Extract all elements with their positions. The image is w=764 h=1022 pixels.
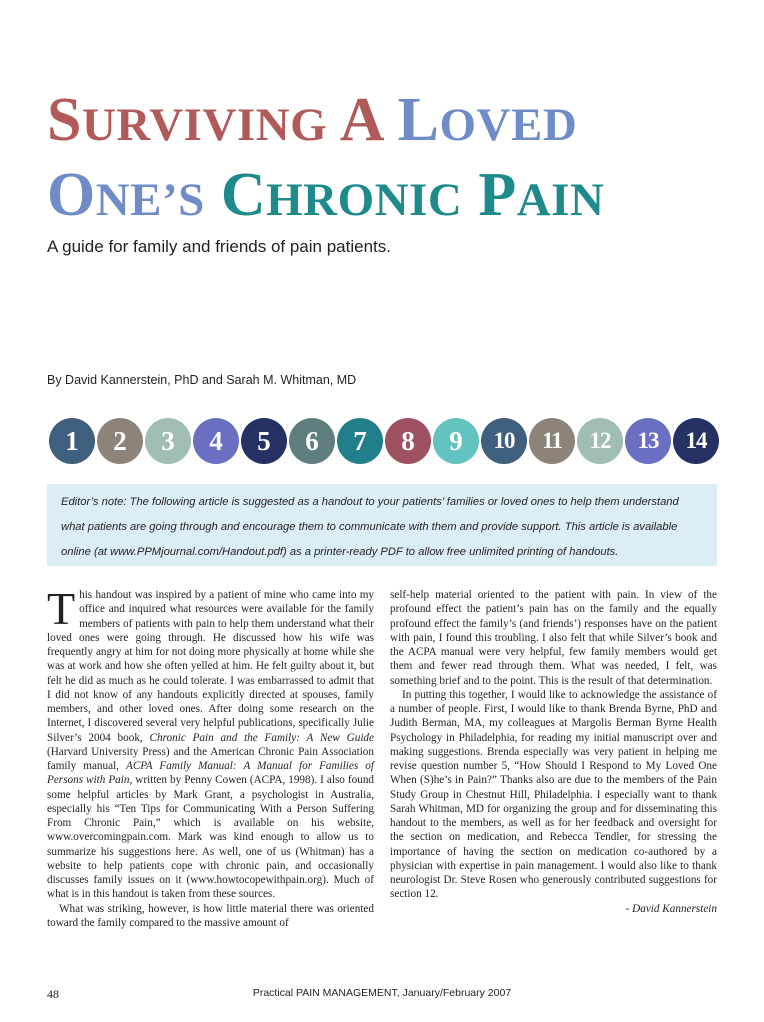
journal-citation: Practical PAIN MANAGEMENT, January/February 2007 — [252, 987, 512, 999]
article-subtitle: A guide for family and friends of pain patients. — [47, 237, 391, 256]
title-word: CHRONIC — [220, 161, 463, 229]
section-circle-10: 10 — [481, 418, 527, 464]
section-circle-5: 5 — [241, 418, 287, 464]
body-paragraph: In putting this together, I would like to acknowledge the assistance of a number of people. First, I would like to thank Brenda Byrne, PhD and Judith Berman, MA, my colleagues at Margolis Berman Byrne Health Psychology in Philadelphia, for reading my initial manuscript over and making suggestions. Brenda especially was very patient in helping me revise question number 5, “How Should I Respond to My Loved One When (S)he’s in Pain?” Thanks also are due to the members of the Pain Study Group in Chestnut Hill, Philadelphia. I especially want to thank Sarah Whitman, MD for organizing the group and for disseminating this handout to the members, as well as for her feedback and oversight for the section on medication, and Rebecca Tendler, for stressing the importance of having the section on medication co-authored by a physician with expertise in pain management. I would also like to thank neurologist Dr. Steve Rosen who generously contributed suggestions for section 12. — [390, 688, 717, 901]
section-circle-11: 11 — [529, 418, 575, 464]
title-line-1 — [47, 85, 727, 160]
editors-note: Editor’s note: The following article is suggested as a handout to your patients’ families or loved ones to help them understand what patients are going through and encourage them to communicate with them and provide support. This article is available online (at www.PPMjournal.com/Handout.pdf) as a printer-ready PDF to allow free unlimited printing of handouts. — [47, 484, 717, 566]
left-column — [47, 583, 375, 930]
section-circle-9: 9 — [433, 418, 479, 464]
section-circle-1: 1 — [49, 418, 95, 464]
title-word: PAIN — [478, 161, 605, 229]
book-title: ACPA Family Manual: A Manual for Families of Persons with Pain — [47, 760, 374, 787]
section-circle-4: 4 — [193, 418, 239, 464]
section-circle-8: 8 — [385, 418, 431, 464]
dropcap: T — [47, 583, 76, 634]
title-word: A — [339, 86, 382, 154]
title-word: ONE’S — [47, 161, 205, 229]
byline: By David Kannerstein, PhD and Sarah M. Whitman, MD — [47, 373, 357, 387]
title-line-2 — [47, 160, 727, 235]
title-word: SURVIVING — [47, 86, 328, 154]
section-circle-3: 3 — [145, 418, 191, 464]
section-circle-7: 7 — [337, 418, 383, 464]
section-number-circles — [49, 418, 719, 464]
section-circle-2: 2 — [97, 418, 143, 464]
page-number: 48 — [47, 987, 59, 1001]
section-circle-12: 12 — [577, 418, 623, 464]
right-column — [390, 588, 717, 916]
intro-paragraph: This handout was inspired by a patient of mine who came into my office and inquired what resources were available for the family members of patients with pain to help them understand what their loved ones were going through. He discussed how his wife was frequently angry at him for not doing more physically at home while she was at work and how she often yelled at him. He felt guilty about it, but felt he did as much as he could tolerate. I was embarrassed to admit that I did not know of any handouts explicitly directed at spouses, family members, and other loved ones. After doing some research on the Internet, I discovered several very helpful publications, specifically Julie Silver’s 2004 book, Chronic Pain and the Family: A New Guide (Harvard University Press) and the American Chronic Pain Association family manual, ACPA Family Manual: A Manual for Families of Persons with Pain, written by Penny Cowen (ACPA, 1998). I also found some helpful articles by Mark Grant, a psychologist in Australia, especially his “Ten Tips for Communicating With a Person Suffering From Chronic Pain,” which is available on his website, www.overcomingpain.com. Mark was kind enough to allow us to summarize his suggestions here. As well, one of us (Whitman) has a website to help patients cope with chronic pain, and occasionally discusses family issues on it (www.howtocopewithpain.org). Much of what is in this handout is taken from these sources. — [47, 583, 375, 901]
title-word: LOVED — [397, 86, 578, 154]
section-circle-13: 13 — [625, 418, 671, 464]
page-footer — [0, 987, 764, 1003]
body-paragraph: What was striking, however, is how little material there was oriented toward the family compared to the massive amount of — [47, 902, 374, 929]
body-paragraph: self-help material oriented to the patient with pain. In view of the profound effect the patient’s pain has on the family and the equally profound effect the family’s (and friends’) responses have on the patient with pain, I found this troubling. I also felt that while Silver’s book and the ACPA manual were very helpful, few family members would get them and fewer read through them. What was needed, I felt, was something brief and to the point. This is the result of that determination. — [390, 589, 717, 687]
section-circle-6: 6 — [289, 418, 335, 464]
book-title: Chronic Pain and the Family: A New Guide — [149, 731, 374, 744]
article-title — [47, 85, 727, 235]
section-circle-14: 14 — [673, 418, 719, 464]
signoff: - David Kannerstein — [625, 902, 717, 915]
